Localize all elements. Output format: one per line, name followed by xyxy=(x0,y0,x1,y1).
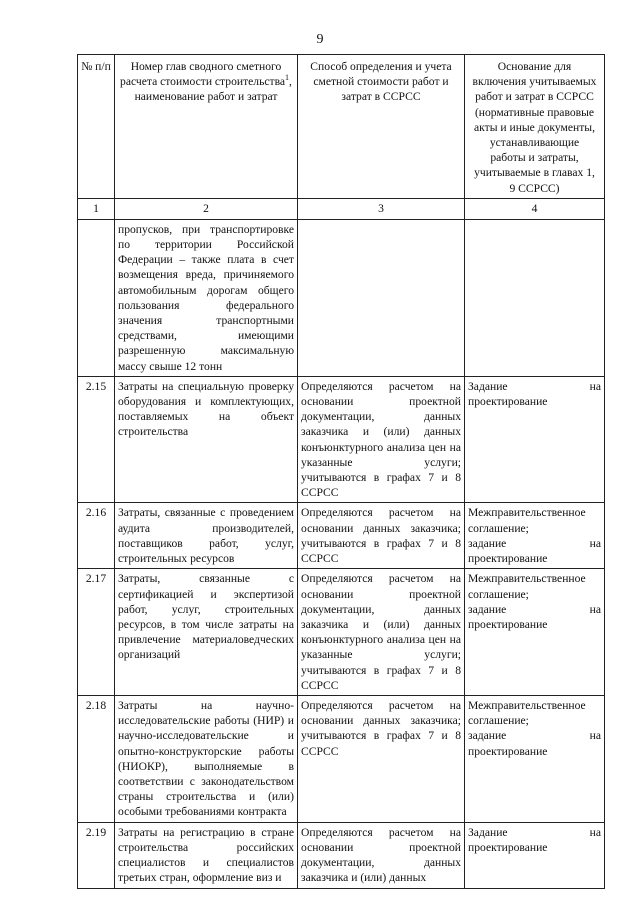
text-line: проектирование xyxy=(468,552,548,566)
text-line: средствами, имеющими xyxy=(118,329,294,343)
work-description xyxy=(115,695,298,822)
text-line: указанные услуги; xyxy=(301,455,461,469)
text-line: документации, данных xyxy=(301,602,461,616)
text-line: возмещения вреда, причиняемого xyxy=(118,268,294,282)
row-number: 2.18 xyxy=(78,695,115,822)
text-line: Затраты, связанные с xyxy=(118,572,294,586)
text-line: конъюнктурного анализа цен на xyxy=(301,440,461,454)
continuation-text xyxy=(115,219,298,376)
text-line: строительства российских xyxy=(118,840,294,854)
row-number: 2.15 xyxy=(78,376,115,503)
text-line: основании проектной xyxy=(301,395,461,409)
text-line: соглашение; xyxy=(468,587,529,601)
text-line: работ, услуг, строительных xyxy=(118,602,294,616)
text-line: оборудования и комплектующих, xyxy=(118,395,294,409)
text-line: аудита производителей, xyxy=(118,521,294,535)
text-line: по территории Российской xyxy=(118,238,294,252)
text-line: строительства xyxy=(118,425,189,439)
work-description xyxy=(115,376,298,503)
text-line: проектирование xyxy=(468,617,548,631)
table-row xyxy=(78,503,605,569)
text-line: проектирование xyxy=(468,840,548,854)
text-line: ССРСС xyxy=(301,486,339,500)
text-line: сертификацией и экспертизой xyxy=(118,587,294,601)
estimation-method xyxy=(298,503,465,569)
text-line: учитываются в графах 7 и 8 xyxy=(301,471,461,485)
text-line: задание на xyxy=(468,536,601,550)
column-number: 2 xyxy=(115,198,298,219)
text-line: специалистов и специалистов xyxy=(118,855,294,869)
text-line: Затраты на регистрацию в стране xyxy=(118,825,294,839)
header-col3: Способ определения и учета сметной стоимости работ и затрат в ССРСС xyxy=(298,55,465,199)
text-line: поставщиков работ, услуг, xyxy=(118,536,294,550)
text-line: особыми требованиями контракта xyxy=(118,805,287,819)
header-col2: Номер глав сводного сметного расчета стоимости строительства$^1$, наименование работ и затрат xyxy=(115,55,298,199)
text-line: проектирование xyxy=(468,395,548,409)
text-line: Задание на xyxy=(468,825,601,839)
text-line: организаций xyxy=(118,648,181,662)
table-row xyxy=(78,695,605,822)
work-description xyxy=(115,503,298,569)
estimation-method xyxy=(298,569,465,696)
row-number: 2.16 xyxy=(78,503,115,569)
text-line: учитываются в графах 7 и 8 xyxy=(301,663,461,677)
text-line: значения транспортными xyxy=(118,314,294,328)
text-line: заказчика и (или) данных xyxy=(301,871,427,885)
work-description xyxy=(115,569,298,696)
header-col1: № п/п xyxy=(78,55,115,199)
text-line: Затраты, связанные с проведением xyxy=(118,506,294,520)
column-number-row xyxy=(78,198,605,219)
table-row xyxy=(78,376,605,503)
estimation-method xyxy=(298,695,465,822)
text-line: привлечение материаловедческих xyxy=(118,633,294,647)
text-line: Затраты на научно- xyxy=(118,698,294,712)
text-line: третьих стран, оформление виз и xyxy=(118,871,282,885)
text-line: указанные услуги; xyxy=(301,648,461,662)
text-line: ресурсов, в том числе затраты на xyxy=(118,617,294,631)
text-line: учитываются в графах 7 и 8 xyxy=(301,729,461,743)
text-line: заказчика и (или) данных xyxy=(301,617,461,631)
column-number: 4 xyxy=(465,198,605,219)
row-number: 2.19 xyxy=(78,822,115,888)
column-number: 3 xyxy=(298,198,465,219)
text-line: Определяются расчетом на xyxy=(301,825,461,839)
text-line: Федерации – также плата в счет xyxy=(118,253,294,267)
text-line: основании проектной xyxy=(301,840,461,854)
text-line: соответствии с законодательством xyxy=(118,774,294,788)
header-col4: Основание для включения учитываемых работ и затрат в ССРСС (нормативные правовые акты и иные документы, устанавливающие работы и затраты, учитываемые в главах 1, 9 ССРСС) xyxy=(465,55,605,199)
row-number: 2.17 xyxy=(78,569,115,696)
basis-documents xyxy=(465,695,605,822)
column-number: 1 xyxy=(78,198,115,219)
text-line: Межправительственное xyxy=(468,572,586,586)
text-line: Определяются расчетом на xyxy=(301,379,461,393)
text-line: задание на xyxy=(468,602,601,616)
estimation-method xyxy=(298,822,465,888)
text-line: основании данных заказчика; xyxy=(301,521,461,535)
text-line: научно-исследовательские и xyxy=(118,729,294,743)
basis-documents xyxy=(465,569,605,696)
text-line: Задание на xyxy=(468,379,601,393)
text-line: Затраты на специальную проверку xyxy=(118,379,294,393)
text-line: основании проектной xyxy=(301,587,461,601)
text-line: массу свыше 12 тонн xyxy=(118,359,223,373)
text-line: Определяются расчетом на xyxy=(301,506,461,520)
table-row xyxy=(78,822,605,888)
footnote-marker: 1 xyxy=(285,73,290,83)
text-line: документации, данных xyxy=(301,855,461,869)
text-line: задание на xyxy=(468,729,601,743)
page-number: 9 xyxy=(316,32,324,47)
text-line: поставляемых на объект xyxy=(118,410,294,424)
text-line: документации, данных xyxy=(301,410,461,424)
text-line: заказчика и (или) данных xyxy=(301,425,461,439)
table-row xyxy=(78,569,605,696)
text-line: Межправительственное xyxy=(468,698,586,712)
text-line: разрешенную максимальную xyxy=(118,344,294,358)
continuation-row xyxy=(78,219,605,376)
text-line: ССРСС xyxy=(301,552,339,566)
text-line: Межправительственное xyxy=(468,506,586,520)
text-line: соглашение; xyxy=(468,714,529,728)
text-line: Определяются расчетом на xyxy=(301,698,461,712)
text-line: опытно-конструкторские работы xyxy=(118,744,294,758)
text-line: основании данных заказчика; xyxy=(301,714,461,728)
text-line: ССРСС xyxy=(301,678,339,692)
text-line: пользования федерального xyxy=(118,298,294,312)
text-line: учитываются в графах 7 и 8 xyxy=(301,536,461,550)
text-line: страны строительства и (или) xyxy=(118,790,294,804)
text-line: соглашение; xyxy=(468,521,529,535)
text-line: ССРСС xyxy=(301,744,339,758)
work-description xyxy=(115,822,298,888)
header-row xyxy=(78,55,605,199)
text-line: проектирование xyxy=(468,744,548,758)
text-line: конъюнктурного анализа цен на xyxy=(301,633,461,647)
text-line: автомобильным дорогам общего xyxy=(118,283,294,297)
basis-documents xyxy=(465,376,605,503)
text-line: (НИОКР), выполняемые в xyxy=(118,759,294,773)
text-line: пропусков, при транспортировке xyxy=(118,222,294,236)
text-line: строительных ресурсов xyxy=(118,552,235,566)
estimation-method xyxy=(298,376,465,503)
text-line: Определяются расчетом на xyxy=(301,572,461,586)
estimate-table xyxy=(77,54,605,889)
basis-documents xyxy=(465,822,605,888)
text-line: исследовательские работы (НИР) и xyxy=(118,714,294,728)
basis-documents xyxy=(465,503,605,569)
